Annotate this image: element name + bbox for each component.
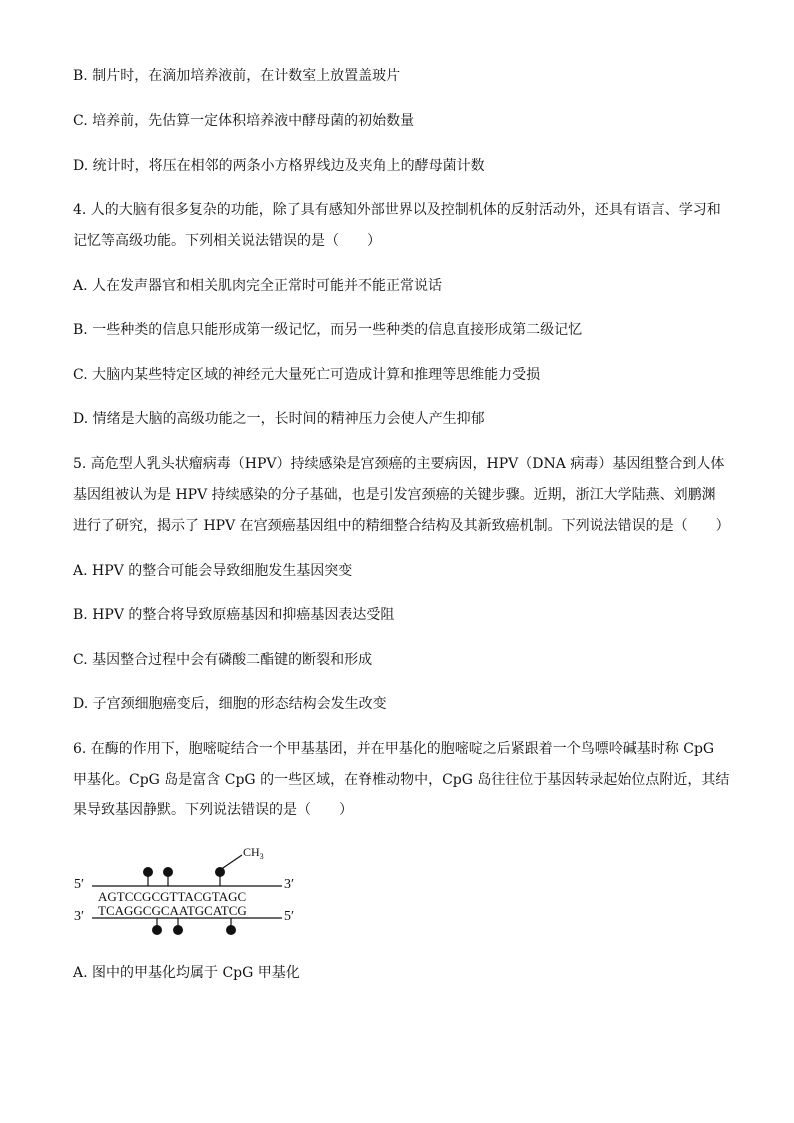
option-b-q5: B. HPV 的整合将导致原癌基因和抑癌基因表达受阻 bbox=[73, 607, 395, 623]
top-methyl-dot-2 bbox=[163, 867, 173, 877]
option-c-q3: C. 培养前，先估算一定体积培养液中酵母菌的初始数量 bbox=[73, 113, 415, 129]
question-5-line-2: 基因组被认为是 HPV 持续感染的分子基础，也是引发宫颈癌的关键步骤。近期，浙江大学陆燕、刘鹏渊 bbox=[73, 487, 716, 503]
top-methyl-dot-3 bbox=[215, 867, 225, 877]
option-d-q4: D. 情绪是大脑的高级功能之一，长时间的精神压力会使人产生抑郁 bbox=[73, 411, 485, 427]
option-a-q4: A. 人在发声器官和相关肌肉完全正常时可能并不能正常说话 bbox=[73, 278, 443, 294]
question-4-line-1: 4. 人的大脑有很多复杂的功能，除了具有感知外部世界以及控制机体的反射活动外，还具有语言、学习和 bbox=[73, 202, 721, 218]
methyl-branch-line bbox=[220, 855, 242, 870]
top-left-end-label: 5′ bbox=[74, 877, 85, 892]
bottom-right-end-label: 5′ bbox=[284, 909, 295, 924]
question-4-line-2: 记忆等高级功能。下列相关说法错误的是（ ） bbox=[73, 233, 381, 249]
methyl-label: $CH_3$ bbox=[243, 845, 264, 861]
question-5-line-1: 5. 高危型人乳头状瘤病毒（HPV）持续感染是宫颈癌的主要病因，HPV（DNA 病毒）基因组整合到人体 bbox=[73, 456, 725, 472]
bottom-methyl-dot-2 bbox=[173, 925, 183, 935]
option-d-q3: D. 统计时，将压在相邻的两条小方格界线边及夹角上的酵母菌计数 bbox=[73, 158, 485, 174]
option-c-q5: C. 基因整合过程中会有磷酸二酯键的断裂和形成 bbox=[73, 652, 373, 668]
top-right-end-label: 3′ bbox=[284, 877, 295, 892]
option-d-q5: D. 子宫颈细胞癌变后，细胞的形态结构会发生改变 bbox=[73, 696, 387, 712]
option-b-q3: B. 制片时，在滴加培养液前，在计数室上放置盖玻片 bbox=[73, 68, 401, 84]
question-6-line-1: 6. 在酶的作用下，胞嘧啶结合一个甲基基团，并在甲基化的胞嘧啶之后紧跟着一个鸟嘌呤碱基时称 CpG bbox=[73, 741, 715, 757]
question-5-line-3: 进行了研究，揭示了 HPV 在宫颈癌基因组中的精细整合结构及其新致癌机制。下列说法错误的是（ ） bbox=[73, 518, 730, 534]
option-b-q4: B. 一些种类的信息只能形成第一级记忆，而另一些种类的信息直接形成第二级记忆 bbox=[73, 322, 583, 338]
option-a-q6: A. 图中的甲基化均属于 CpG 甲基化 bbox=[73, 965, 300, 981]
bottom-methyl-dot-3 bbox=[226, 925, 236, 935]
bottom-strand-sequence: TCAGGCGCAATGCATCG bbox=[98, 903, 247, 918]
top-strand-sequence: AGTCCGCGTTACGTAGC bbox=[98, 889, 247, 904]
top-methyl-dot-1 bbox=[143, 867, 153, 877]
question-6-line-2: 甲基化。CpG 岛是富含 CpG 的一些区域，在脊椎动物中，CpG 岛往往位于基因转录起始位点附近，其结 bbox=[73, 772, 730, 788]
dna-methylation-figure bbox=[70, 840, 310, 940]
question-6-line-3: 果导致基因静默。下列说法错误的是（ ） bbox=[73, 802, 353, 818]
option-c-q4: C. 大脑内某些特定区域的神经元大量死亡可造成计算和推理等思维能力受损 bbox=[73, 367, 541, 383]
bottom-methyl-dot-1 bbox=[152, 925, 162, 935]
option-a-q5: A. HPV 的整合可能会导致细胞发生基因突变 bbox=[73, 563, 353, 579]
bottom-left-end-label: 3′ bbox=[74, 909, 85, 924]
